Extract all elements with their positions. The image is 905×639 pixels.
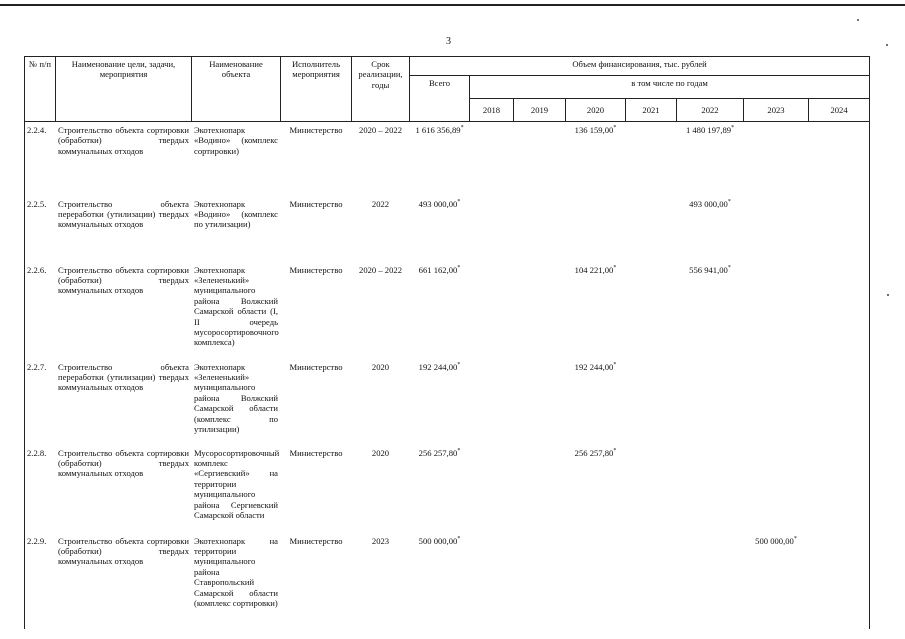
row-2024 (809, 196, 870, 262)
row-executor: Министерство (289, 198, 343, 209)
footnote-mark: * (727, 198, 731, 205)
row-2022: 1 480 197,89* (685, 125, 735, 135)
row-total: 493 000,00* (418, 198, 461, 209)
row-2021 (626, 196, 677, 262)
row-2023 (744, 122, 809, 196)
row-2018 (470, 533, 514, 629)
row-num: 2.2.5. (25, 196, 56, 262)
row-term: 2023 (371, 535, 390, 546)
table-body (25, 122, 870, 629)
table-row (25, 196, 870, 262)
row-2022: 556 941,00* (689, 264, 731, 275)
table-row (25, 445, 870, 533)
header-by-years: в том числе по годам (470, 76, 870, 99)
row-2024 (809, 359, 870, 445)
table-header (25, 57, 870, 122)
top-border-line (0, 4, 905, 6)
row-executor: Министерство (289, 264, 343, 275)
row-2021 (626, 533, 677, 629)
row-term: 2022 (371, 198, 390, 209)
financing-table (24, 56, 870, 629)
header-year: 2023 (744, 99, 809, 122)
row-2022 (677, 359, 744, 445)
table-row (25, 122, 870, 196)
row-goal: Строительство объекта переработки (утилизации) твердых коммунальных отходов (58, 361, 189, 393)
row-2018 (470, 122, 514, 196)
row-2021 (626, 122, 677, 196)
row-2021 (626, 359, 677, 445)
header-object: Наименование объекта (192, 57, 281, 122)
row-term: 2020 (371, 361, 390, 372)
header-year: 2024 (809, 99, 870, 122)
footnote-mark: * (613, 264, 617, 271)
row-2024 (809, 122, 870, 196)
row-2022 (677, 445, 744, 533)
row-total: 256 257,80* (418, 447, 461, 458)
row-2022 (677, 533, 744, 629)
header-term: Срок реализации, годы (352, 57, 410, 122)
row-2018 (470, 359, 514, 445)
row-object: Экотехнопарк «Водино» (комплекс по утилизации) (194, 198, 278, 230)
row-2018 (470, 262, 514, 359)
footnote-mark: * (793, 535, 797, 542)
row-object: Экотехнопарк «Зелененький» муниципального района Волжский Самарской области (I, II очередь мусоросортировочного комплекса) (194, 264, 279, 348)
footnote-mark: * (457, 264, 461, 271)
row-executor: Министерство (289, 361, 343, 372)
header-year: 2022 (677, 99, 744, 122)
footnote-mark: * (457, 447, 461, 454)
table-row (25, 262, 870, 359)
row-2019 (514, 262, 566, 359)
row-2023 (744, 262, 809, 359)
row-2018 (470, 196, 514, 262)
row-2024 (809, 533, 870, 629)
table-row (25, 359, 870, 445)
row-2024 (809, 445, 870, 533)
header-year: 2018 (470, 99, 514, 122)
row-object: Экотехнопарк на территории муниципального района Ставропольский Самарской области (комплекс сортировки) (194, 535, 278, 608)
footnote-mark: * (460, 125, 464, 132)
row-executor: Министерство (289, 535, 343, 546)
header-goal: Наименование цели, задачи, мероприятия (56, 57, 192, 122)
footnote-mark: * (457, 198, 461, 205)
row-2020: 256 257,80* (574, 447, 617, 458)
row-goal: Строительство объекта сортировки (обработки) твердых коммунальных отходов (58, 264, 189, 296)
row-2019 (514, 359, 566, 445)
row-total: 500 000,00* (418, 535, 461, 546)
header-total: Всего (410, 76, 470, 122)
row-2019 (514, 445, 566, 533)
row-2021 (626, 445, 677, 533)
row-num: 2.2.4. (25, 122, 56, 196)
footnote-mark: * (613, 125, 617, 132)
row-2024 (809, 262, 870, 359)
row-2018 (470, 445, 514, 533)
row-goal: Строительство объекта сортировки (обработки) твердых коммунальных отходов (58, 535, 189, 567)
row-2020: 136 159,00* (574, 125, 617, 135)
row-2020: 104 221,00* (574, 264, 617, 275)
row-term: 2020 – 2022 (359, 125, 402, 135)
row-goal: Строительство объекта сортировки (обработки) твердых коммунальных отходов (58, 447, 189, 479)
row-term: 2020 – 2022 (359, 264, 402, 275)
footnote-mark: * (727, 264, 731, 271)
row-2022: 493 000,00* (689, 198, 731, 209)
row-2019 (514, 196, 566, 262)
footnote-mark: * (457, 535, 461, 542)
row-object: Мусоросортировочный комплекс «Сергиевский» на территории муниципального района Сергиевский Самарской области (194, 447, 280, 520)
page-number: 3 (446, 36, 451, 47)
row-2023 (744, 359, 809, 445)
table-row (25, 533, 870, 629)
row-2021 (626, 262, 677, 359)
header-financing: Объем финансирования, тыс. рублей (410, 57, 870, 76)
row-2023: 500 000,00* (755, 535, 797, 546)
header-year: 2021 (626, 99, 677, 122)
header-executor: Исполнитель мероприятия (281, 57, 352, 122)
row-num: 2.2.7. (25, 359, 56, 445)
footnote-mark: * (613, 447, 617, 454)
row-2020 (566, 533, 626, 629)
footnote-mark: * (457, 361, 461, 368)
row-executor: Министерство (289, 125, 343, 135)
header-year: 2019 (514, 99, 566, 122)
scan-speck (857, 19, 859, 21)
row-executor: Министерство (289, 447, 343, 458)
row-goal: Строительство объекта сортировки (обработки) твердых коммунальных отходов (58, 125, 189, 156)
scan-speck (886, 44, 888, 46)
row-term: 2020 (371, 447, 390, 458)
header-year: 2020 (566, 99, 626, 122)
row-num: 2.2.6. (25, 262, 56, 359)
header-num: № п/п (25, 57, 56, 122)
footnote-mark: * (731, 125, 735, 132)
row-total: 661 162,00* (418, 264, 461, 275)
row-num: 2.2.8. (25, 445, 56, 533)
row-goal: Строительство объекта переработки (утилизации) твердых коммунальных отходов (58, 198, 189, 230)
scan-speck (887, 294, 889, 296)
row-object: Экотехнопарк «Водино» (комплекс сортировки) (194, 125, 278, 156)
footnote-mark: * (613, 361, 617, 368)
row-total: 1 616 356,89* (415, 125, 464, 135)
row-total: 192 244,00* (418, 361, 461, 372)
row-2023 (744, 196, 809, 262)
row-num: 2.2.9. (25, 533, 56, 629)
row-2020 (566, 196, 626, 262)
row-object: Экотехнопарк «Зелененький» муниципального района Волжский Самарской области (комплекс по утилизации) (194, 361, 278, 434)
row-2020: 192 244,00* (574, 361, 617, 372)
row-2019 (514, 122, 566, 196)
row-2019 (514, 533, 566, 629)
row-2023 (744, 445, 809, 533)
